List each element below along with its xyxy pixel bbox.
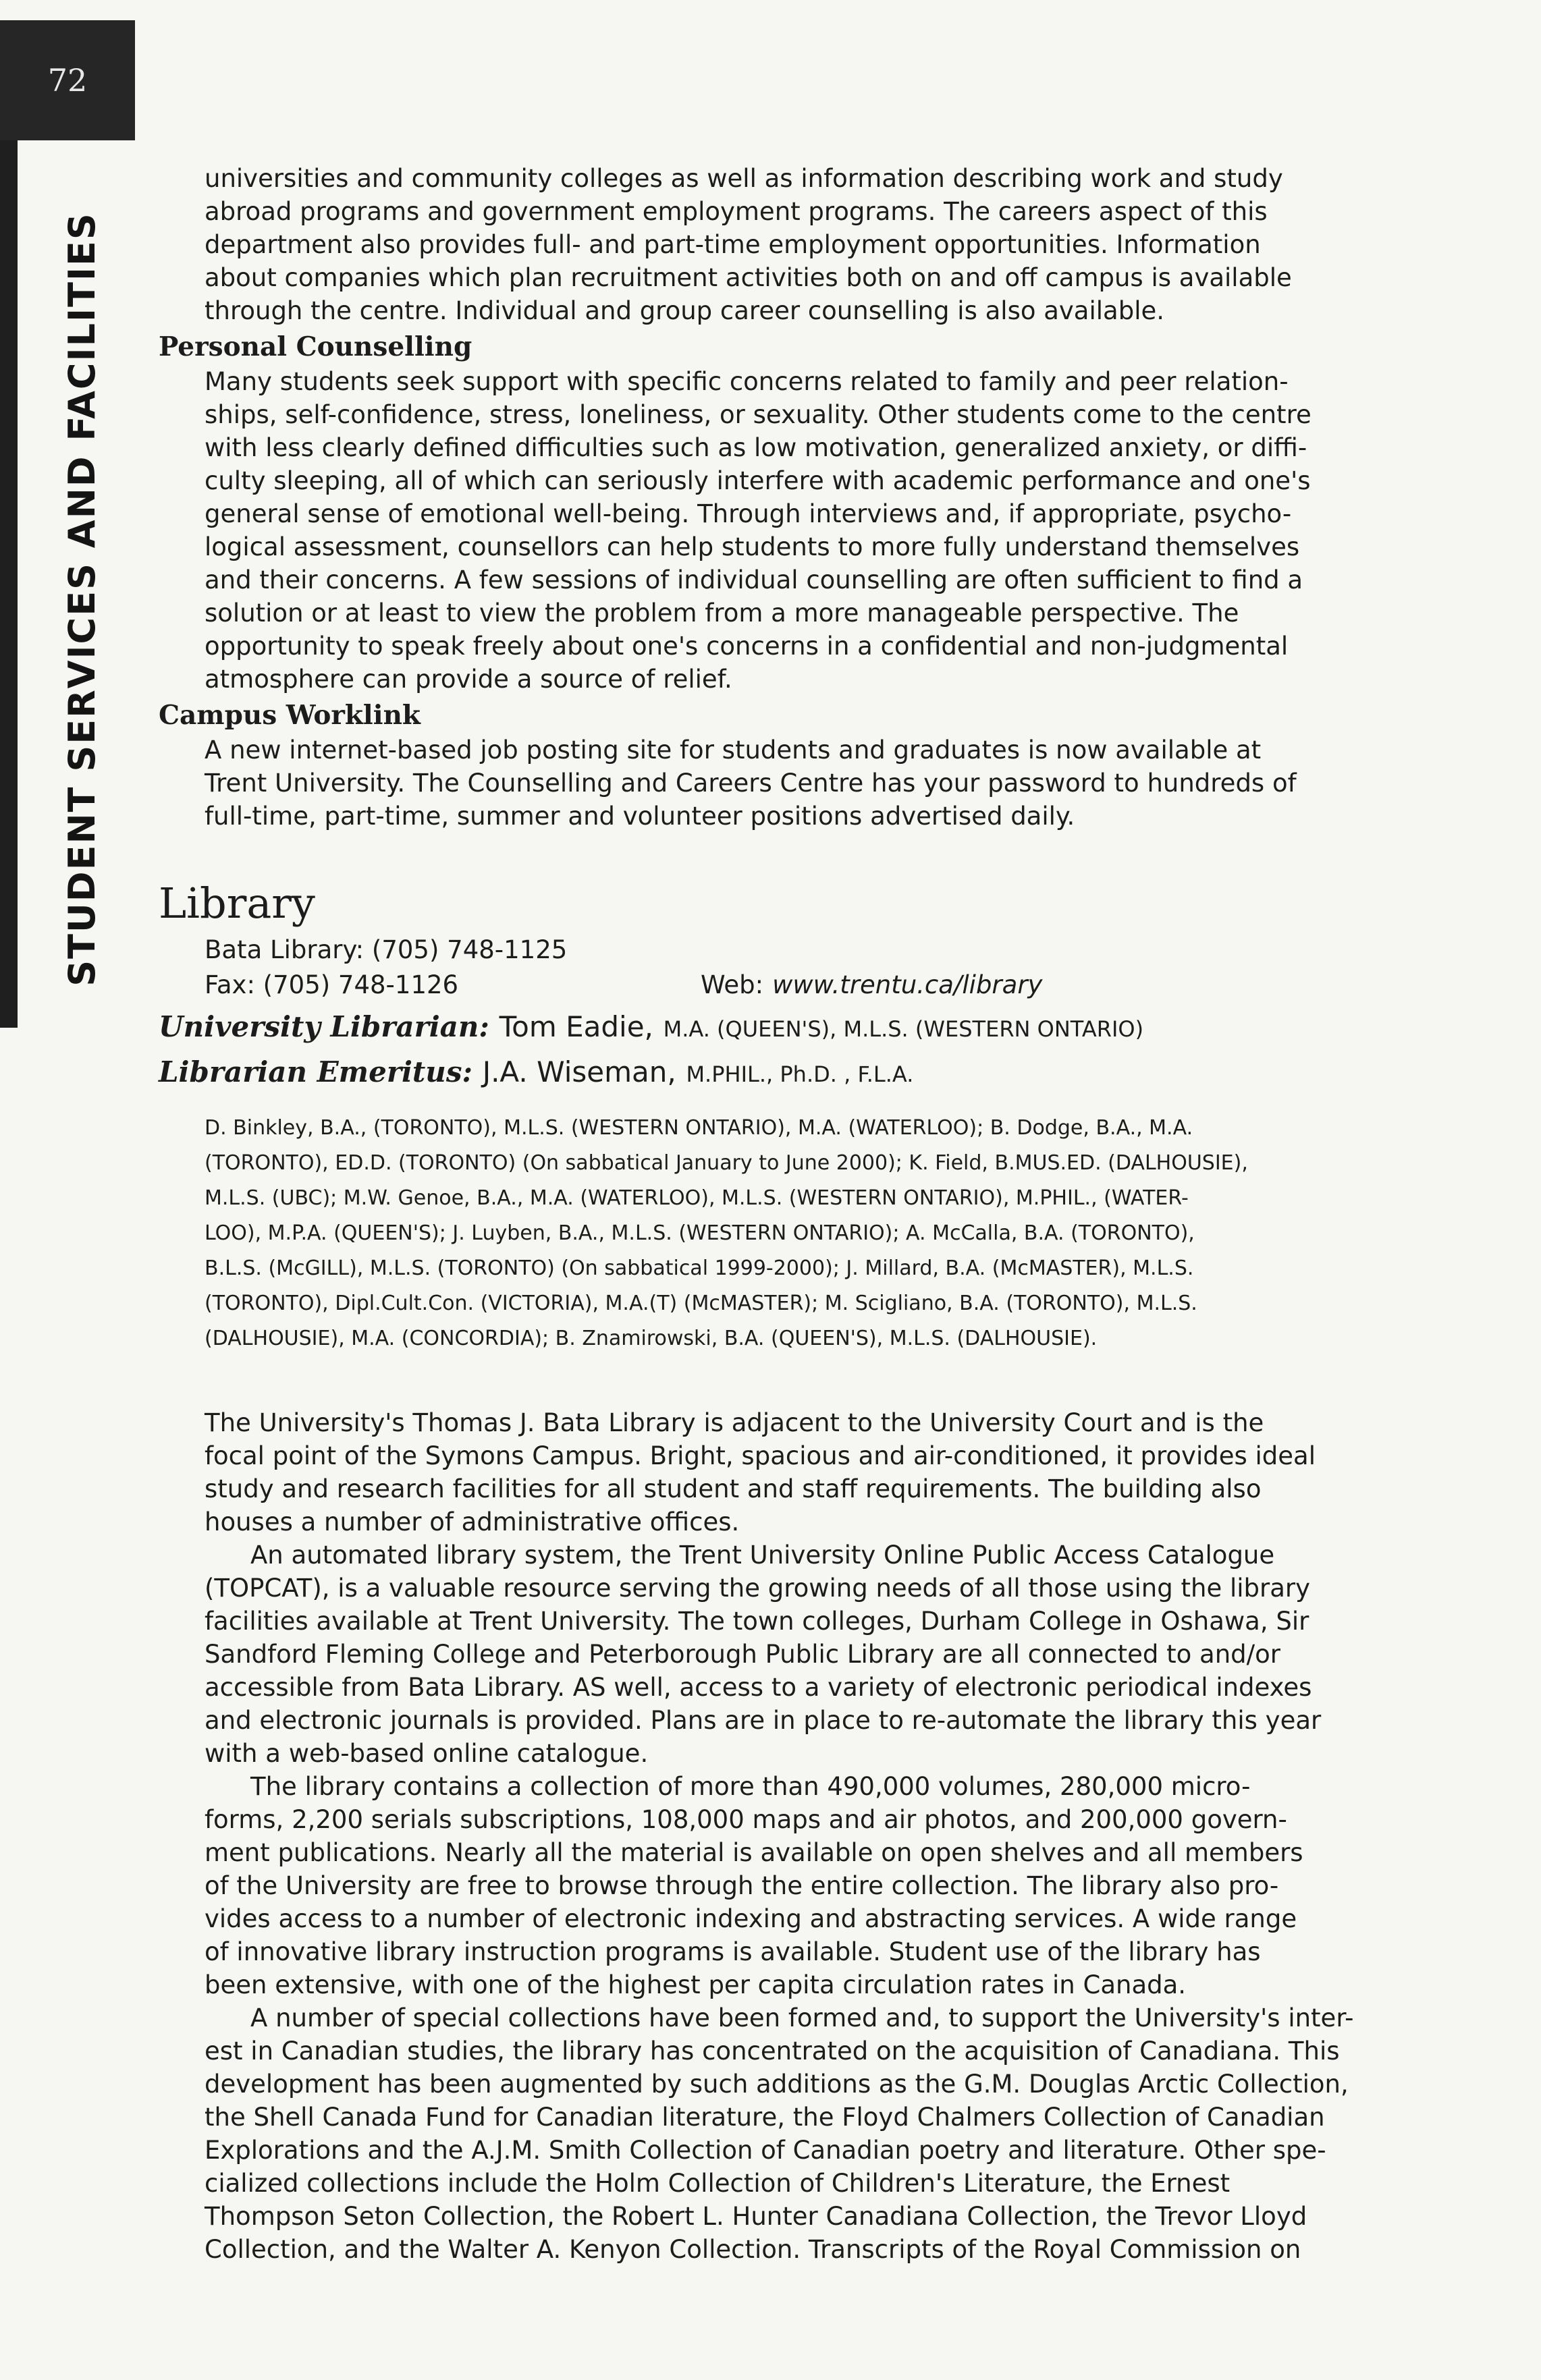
library-contact [205,933,1380,1003]
side-tab-bar [0,140,135,1028]
staff-line: D. Binkley, B.A., (TORONTO), M.L.S. (WESTERN ONTARIO), M.A. (WATERLOO); B. Dodge, B.A., M.A. [205,1116,1193,1140]
text-line: the Shell Canada Fund for Canadian literature, the Floyd Chalmers Collection of Canadian [205,2103,1325,2132]
text-line: Thompson Seton Collection, the Robert L. Hunter Canadiana Collection, the Trevor Lloyd [205,2202,1307,2231]
text-line: culty sleeping, all of which can seriously interfere with academic performance and one's [205,466,1311,495]
library-fax: Fax: (705) 748-1126 [205,970,459,999]
library-fax-web-row [205,968,1380,1003]
university-librarian-role: University Librarian: [159,1010,489,1043]
text-line: vides access to a number of electronic indexing and abstracting services. A wide range [205,1904,1297,1933]
text-line: development has been augmented by such additions as the G.M. Douglas Arctic Collection, [205,2070,1349,2099]
library-phone: Bata Library: (705) 748-1125 [205,935,568,964]
text-line: ment publications. Nearly all the material is available on open shelves and all members [205,1838,1303,1867]
staff-line: (TORONTO), Dipl.Cult.Con. (VICTORIA), M.A.(T) (McMASTER); M. Scigliano, B.A. (TORONTO), M.L.S. [205,1292,1197,1315]
staff-line: B.L.S. (McGILL), M.L.S. (TORONTO) (On sabbatical 1999-2000); J. Millard, B.A. (McMASTER), M.L.S. [205,1256,1194,1280]
careers-continuation [205,162,1380,327]
text-line: A number of special collections have been formed and, to support the University's inter- [250,2003,1354,2032]
text-line: ships, self-confidence, stress, loneliness, or sexuality. Other students come to the centre [205,400,1312,429]
text-line: opportunity to speak freely about one's concerns in a confidential and non-judgmental [205,632,1289,661]
text-line: An automated library system, the Trent University Online Public Access Catalogue [250,1541,1275,1570]
librarian-emeritus [159,1053,1380,1093]
text-line: Collection, and the Walter A. Kenyon Collection. Transcripts of the Royal Commission on [205,2235,1301,2264]
text-line: Explorations and the A.J.M. Smith Collection of Canadian poetry and literature. Other spe- [205,2136,1326,2165]
text-line: with less clearly defined difficulties such as low motivation, generalized anxiety, or diffi- [205,433,1307,462]
staff-line: M.L.S. (UBC); M.W. Genoe, B.A., M.A. (WATERLOO), M.L.S. (WESTERN ONTARIO), M.PHIL., (WATER- [205,1186,1189,1210]
personal-counselling-body [205,365,1380,696]
text-line: houses a number of administrative offices. [205,1507,740,1537]
library-title: Library [159,879,315,928]
text-line: Sandford Fleming College and Peterborough Public Library are all connected to and/or [205,1640,1280,1669]
staff-line: (DALHOUSIE), M.A. (CONCORDIA); B. Znamirowski, B.A. (QUEEN'S), M.L.S. (DALHOUSIE). [205,1327,1098,1350]
text-line: solution or at least to view the problem from a more manageable perspective. The [205,599,1239,628]
text-line: study and research facilities for all student and staff requirements. The building also [205,1474,1262,1503]
text-line: logical assessment, counsellors can help students to more fully understand themselves [205,532,1300,561]
text-line: cialized collections include the Holm Collection of Children's Literature, the Ernest [205,2169,1231,2198]
text-line: general sense of emotional well-being. Through interviews and, if appropriate, psycho- [205,499,1292,528]
university-librarian-name: Tom Eadie, [499,1010,653,1043]
text-line: universities and community colleges as well as information describing work and study [205,164,1283,193]
library-web-link[interactable]: www.trentu.ca/library [772,970,1043,999]
text-line: through the centre. Individual and group career counselling is also available. [205,296,1165,325]
text-line: The University's Thomas J. Bata Library is adjacent to the University Court and is the [205,1408,1264,1437]
university-librarian [159,1008,1380,1048]
text-line: atmosphere can provide a source of relief. [205,665,732,694]
text-line: accessible from Bata Library. AS well, access to a variety of electronic periodical indexes [205,1673,1312,1702]
text-line: A new internet-based job posting site for students and graduates is now available at [205,736,1262,765]
staff-line: LOO), M.P.A. (QUEEN'S); J. Luyben, B.A., M.L.S. (WESTERN ONTARIO); A. McCalla, B.A. (TORONTO), [205,1221,1195,1245]
text-line: been extensive, with one of the highest per capita circulation rates in Canada. [205,1970,1187,1999]
library-paragraph-3 [205,1770,1380,2001]
web-label: Web: [701,970,764,999]
text-line: The library contains a collection of more than 490,000 volumes, 280,000 micro- [250,1772,1251,1801]
page-content [159,162,1380,2266]
text-line: with a web-based online catalogue. [205,1739,649,1768]
text-line: and their concerns. A few sessions of individual counselling are often sufficient to find a [205,565,1303,594]
staff-line: (TORONTO), ED.D. (TORONTO) (On sabbatical January to June 2000); K. Field, B.MUS.ED. (DALHOUSIE), [205,1151,1248,1175]
personal-counselling-heading: Personal Counselling [159,331,472,362]
text-line: Many students seek support with specific concerns related to family and peer relation- [205,367,1289,396]
university-librarian-credentials: M.A. (QUEEN'S), M.L.S. (WESTERN ONTARIO) [663,1016,1144,1042]
library-paragraph-1 [205,1406,1380,1539]
campus-worklink-body [205,734,1380,833]
library-paragraph-2 [205,1539,1380,1770]
librarian-emeritus-credentials: M.PHIL., Ph.D. , F.L.A. [686,1061,914,1087]
text-line: forms, 2,200 serials subscriptions, 108,000 maps and air photos, and 200,000 govern- [205,1805,1287,1834]
text-line: (TOPCAT), is a valuable resource serving the growing needs of all those using the library [205,1574,1311,1603]
text-line: about companies which plan recruitment activities both on and off campus is available [205,263,1292,292]
text-line: focal point of the Symons Campus. Bright, spacious and air-conditioned, it provides ideal [205,1441,1316,1470]
text-line: est in Canadian studies, the library has concentrated on the acquisition of Canadiana. This [205,2037,1340,2066]
library-staff-list [205,1111,1380,1356]
section-side-tab: STUDENT SERVICES AND FACILITIES [60,212,103,987]
text-line: Trent University. The Counselling and Careers Centre has your password to hundreds of [205,769,1297,798]
campus-worklink-heading: Campus Worklink [159,700,421,731]
library-description [205,1406,1380,2266]
text-line: abroad programs and government employment programs. The careers aspect of this [205,197,1268,226]
text-line: facilities available at Trent University. The town colleges, Durham College in Oshawa, Sir [205,1607,1309,1636]
page-number: 72 [0,20,135,140]
text-line: department also provides full- and part-time employment opportunities. Information [205,230,1261,259]
librarian-emeritus-name: J.A. Wiseman, [482,1055,676,1088]
text-line: full-time, part-time, summer and volunteer positions advertised daily. [205,802,1075,831]
library-paragraph-4 [205,2001,1380,2266]
text-line: of the University are free to browse through the entire collection. The library also pro- [205,1871,1279,1900]
text-line: of innovative library instruction programs is available. Student use of the library has [205,1937,1261,1966]
librarian-emeritus-role: Librarian Emeritus: [159,1055,472,1088]
text-line: and electronic journals is provided. Plans are in place to re-automate the library this year [205,1706,1322,1735]
